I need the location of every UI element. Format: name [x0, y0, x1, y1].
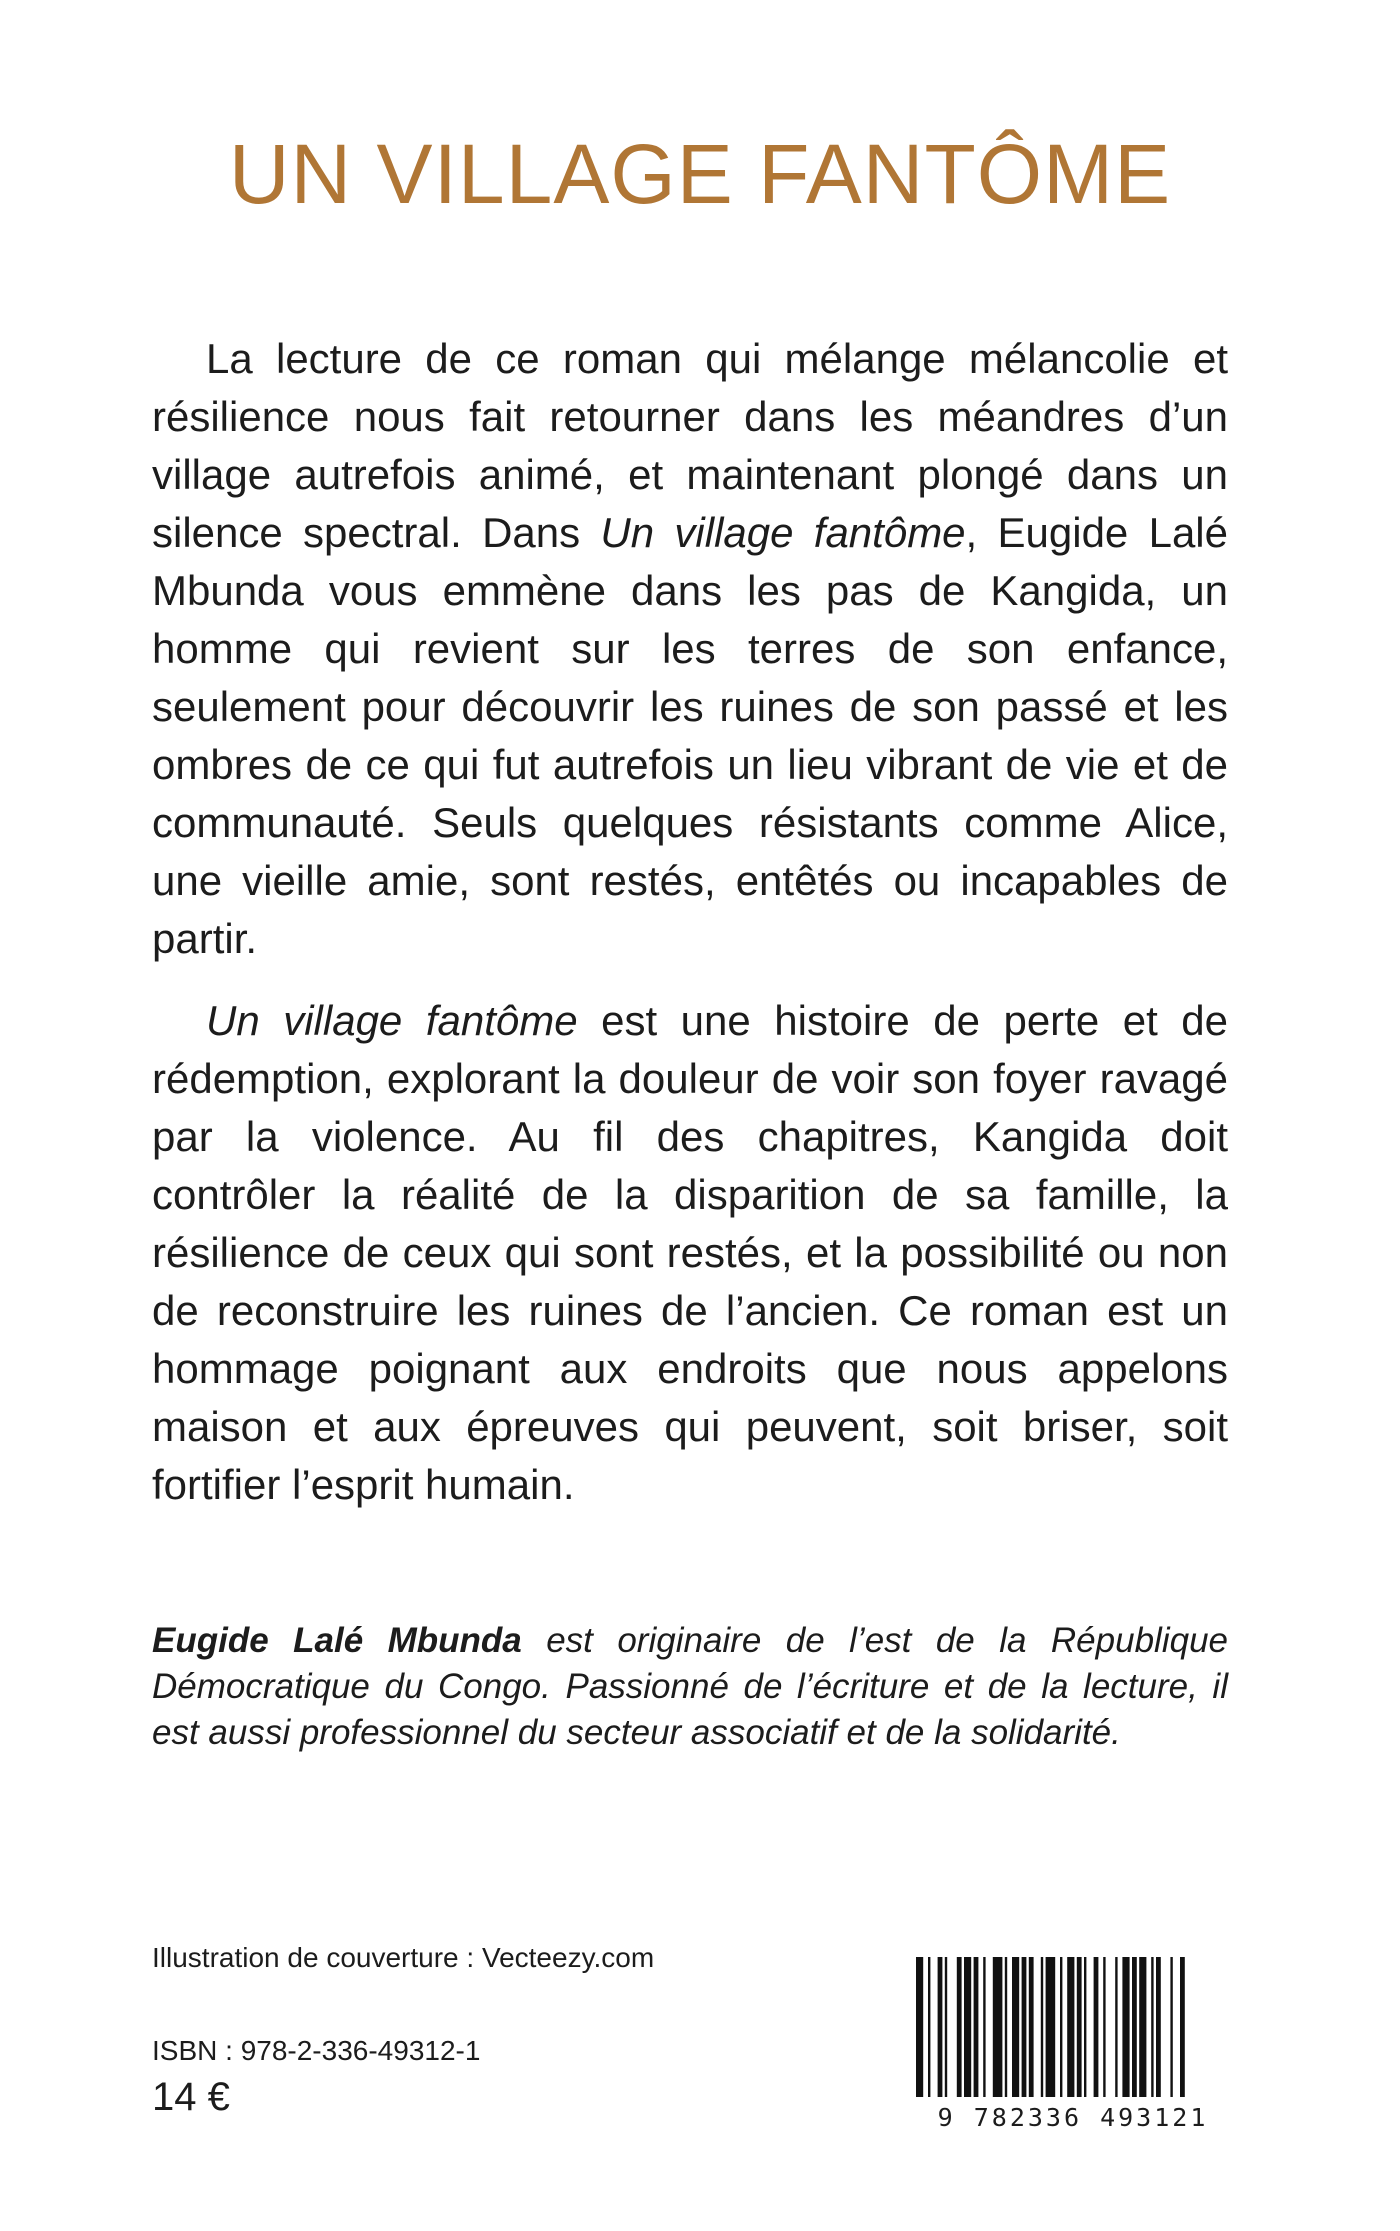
- author-bio: [152, 1618, 1228, 1756]
- blurb-text: La lecture de ce roman qui mélange mélancolie et résilience nous fait retourner dans les méandres d’un village autrefois animé, et maintenant plongé dans un silence spectral. Dans: [152, 335, 1228, 556]
- barcode-number: 9 782336 493121: [937, 2103, 1209, 2132]
- author-bio-text: est originaire de l’est de la République Démocratique du Congo. Passionné de l’écriture et de la lecture, il est aussi professionnel du secteur associatif et de la solidarité.: [152, 1621, 1228, 1752]
- price: 14 €: [152, 2075, 230, 2119]
- blurb-text: , Eugide Lalé Mbunda vous emmène dans les pas de Kangida, un homme qui revient sur les terres de son enfance, seulement pour découvrir les ruines de son passé et les ombres de ce qui fut autrefois un lieu vibrant de vie et de communauté. Seuls quelques résistants comme Alice, une vieille amie, sont restés, entêtés ou incapables de partir.: [152, 509, 1228, 962]
- book-title-italic: Un village fantôme: [600, 509, 966, 556]
- illustration-credit: Illustration de couverture : Vecteezy.com: [152, 1942, 655, 1973]
- book-title: UN VILLAGE FANTÔME: [228, 127, 1172, 221]
- blurb-text: est une histoire de perte et de rédemption, explorant la douleur de voir son foyer ravagé par la violence. Au fil des chapitres, Kangida doit contrôler la réalité de la disparition de sa famille, la résilience de ceux qui sont restés, et la possibilité ou non de reconstruire les ruines de l’ancien. Ce roman est un hommage poignant aux endroits que nous appelons maison et aux épreuves qui peuvent, soit briser, soit fortifier l’esprit humain.: [152, 997, 1229, 1508]
- author-name: Eugide Lalé Mbunda: [152, 1621, 522, 1660]
- isbn: ISBN : 978-2-336-49312-1: [152, 2035, 481, 2066]
- blurb-paragraph-1: [152, 330, 1228, 968]
- barcode: [910, 1957, 1236, 2131]
- blurb-paragraph-2: [152, 992, 1228, 1514]
- book-title-italic: Un village fantôme: [206, 997, 578, 1044]
- back-cover-blurb: [152, 330, 1228, 1514]
- barcode-bars-icon: [910, 1957, 1236, 2103]
